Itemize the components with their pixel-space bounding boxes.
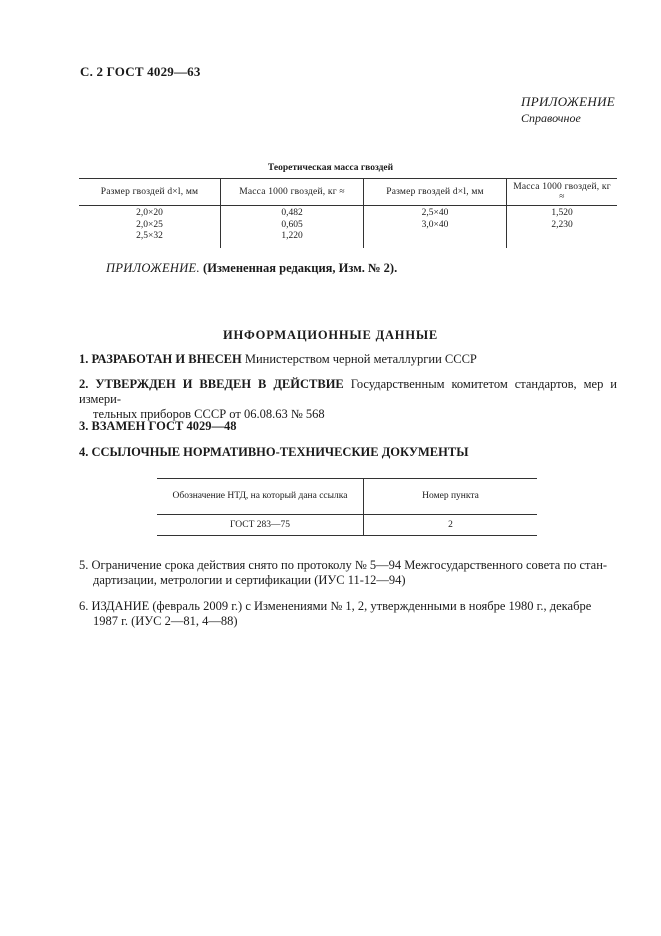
info-item-4-title: 4. ССЫЛОЧНЫЕ НОРМАТИВНО-ТЕХНИЧЕСКИЕ ДОКУМЕНТЫ xyxy=(79,445,469,459)
info-item-1-text: Министерством черной металлургии СССР xyxy=(241,352,477,366)
table-row xyxy=(157,515,537,536)
table-cell: 0,482 xyxy=(281,208,303,218)
info-item-2-continuation: тельных приборов СССР от 06.08.63 № 568 xyxy=(93,407,325,421)
mass-cell-group-1 xyxy=(221,206,364,249)
info-item-5 xyxy=(79,558,617,588)
appendix-note-label: ПРИЛОЖЕНИЕ. xyxy=(106,261,200,275)
reference-documents-table xyxy=(157,478,537,536)
page-header: С. 2 ГОСТ 4029—63 xyxy=(80,64,201,79)
column-header-clause: Номер пункта xyxy=(364,479,538,515)
info-item-6 xyxy=(79,599,617,629)
table-header-row xyxy=(79,179,617,206)
info-heading: ИНФОРМАЦИОННЫЕ ДАННЫЕ xyxy=(222,328,439,342)
table-cell: 2,0×25 xyxy=(136,219,163,230)
column-header-ntd: Обозначение НТД, на который дана ссылка xyxy=(157,479,364,515)
table-cell: 2,0×20 xyxy=(136,208,163,218)
column-header-mass-1: Масса 1000 гвоздей, кг ≈ xyxy=(221,179,364,206)
table-cell: ГОСТ 283—75 xyxy=(157,515,364,536)
table-cell: 1,220 xyxy=(281,231,303,242)
appendix-title: ПРИЛОЖЕНИЕ xyxy=(521,94,615,109)
column-header-size-2: Размер гвоздей d×l, мм xyxy=(364,179,507,206)
table-cell: 3,0×40 xyxy=(421,219,449,230)
table-cell: 2,5×40 xyxy=(421,208,449,218)
info-item-1-title: 1. РАЗРАБОТАН И ВНЕСЕН xyxy=(79,352,242,366)
table-row xyxy=(79,206,617,249)
info-item-5-text: 5. Ограничение срока действия снято по протоколу № 5—94 Межгосударственного совета по стан- xyxy=(79,558,608,572)
appendix-revision-note xyxy=(106,261,397,276)
mass-cell-group-2 xyxy=(507,206,618,249)
info-item-5-continuation: дартизации, метрологии и сертификации (ИУС 11-12—94) xyxy=(93,573,406,587)
nail-mass-table xyxy=(79,178,617,248)
size-cell-group-1 xyxy=(79,206,221,249)
mass-table-caption: Теоретическая масса гвоздей xyxy=(267,163,394,173)
size-cell-group-2 xyxy=(364,206,507,249)
info-item-6-text: 6. ИЗДАНИЕ (февраль 2009 г.) с Изменениями № 1, 2, утвержденными в ноябре 1980 г., декабре xyxy=(79,599,592,613)
info-item-6-continuation: 1987 г. (ИУС 2—81, 4—88) xyxy=(93,614,238,628)
column-header-mass-2: Масса 1000 гвоздей, кг ≈ xyxy=(507,179,618,206)
table-cell: 2 xyxy=(364,515,538,536)
appendix-note-revision: (Измененная редакция, Изм. № 2). xyxy=(203,261,398,275)
table-cell: 0,605 xyxy=(281,219,303,230)
info-item-4 xyxy=(79,445,617,460)
table-header-row xyxy=(157,479,537,515)
info-item-3-title: 3. ВЗАМЕН ГОСТ 4029—48 xyxy=(79,419,237,433)
info-item-2 xyxy=(79,377,617,422)
column-header-size-1: Размер гвоздей d×l, мм xyxy=(79,179,221,206)
table-cell: 2,5×32 xyxy=(136,231,163,242)
table-cell: 1,520 xyxy=(551,208,573,218)
table-cell: 2,230 xyxy=(551,219,573,230)
info-item-2-text: Государственным комитетом стандартов, мер и измери- xyxy=(79,377,618,406)
appendix-label xyxy=(521,94,615,126)
info-item-1 xyxy=(79,352,617,367)
info-item-2-title: 2. УТВЕРЖДЕН И ВВЕДЕН В ДЕЙСТВИЕ xyxy=(79,377,344,391)
appendix-subtitle: Справочное xyxy=(521,111,581,125)
info-item-3 xyxy=(79,419,617,434)
